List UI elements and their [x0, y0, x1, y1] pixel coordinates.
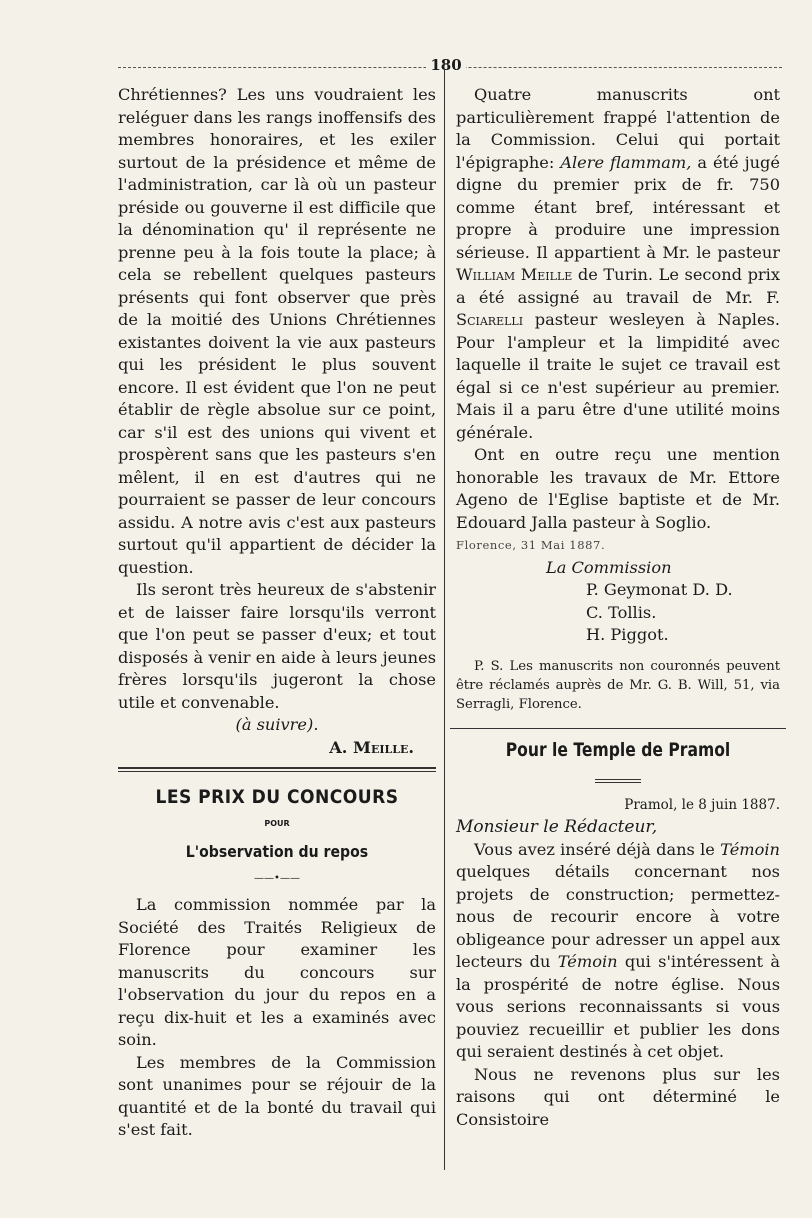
commission-label: La Commission [546, 557, 672, 577]
prize-text-d: pasteur wesleyen à Naples. Pour l'ampleur et la limpidité avec laquelle il traite le sujet ce travail est égal si ce n'est supérieur au premier. Mais il a paru être d'une utilité moins générale. [456, 310, 780, 442]
section-separator-thin [118, 771, 436, 772]
section-separator [118, 767, 436, 769]
right-column [456, 84, 780, 1131]
signatory-3: H. Piggot. [586, 625, 669, 644]
epigraph: Alere flammam, [560, 152, 692, 172]
article2-paragraph-1 [456, 839, 780, 1064]
continuation-paragraph-1: Chrétiennes? Les uns voudraient les reléguer dans les rangs inoffensifs des membres honoraires, et les exiler surtout de la présidence et même de l'administration, car là où un pasteur préside ou gouverne il est difficile que la dénomination qu' il représente ne prenne peu à la fois toute la place; à cela se rebellent quelques pasteurs présents qui font observer que près de la moitié des Unions Chrétiennes existantes doivent la vie aux pasteurs qui les président le plus souvent encore. Il est évident que l'on ne peut établir de règle absolue sur ce point, car s'il est des unions qui vivent et prospèrent sans que les pasteurs s'en mêlent, il en est d'autres qui ne pourraient se passer de leur concours assidu. A notre avis c'est aux pasteurs surtout qu'il appartient de décider la question. [118, 85, 436, 577]
prize-text-b: a été jugé digne du premier prix de fr. 750 comme étant bref, intéressant et propre à produire une impression sérieuse. Il appartient à Mr. le pasteur [456, 152, 780, 262]
left-column [118, 84, 436, 1142]
article-paragraph-2: Les membres de la Commission sont unanimes pour se réjouir de la quantité et de la bonté du travail qui s'est fait. [118, 1052, 436, 1139]
article2-text-a: Vous avez inséré déjà dans le [474, 839, 715, 859]
article-title-pour: POUR [264, 818, 290, 828]
article2-title: Pour le Temple de Pramol [505, 738, 731, 761]
column-divider [444, 70, 445, 1170]
dateline: Florence, 31 Mai 1887. [456, 538, 606, 552]
signatory-2: C. Tollis. [586, 602, 657, 622]
honorable-mention-paragraph: Ont en outre reçu une mention honorable les travaux de Mr. Ettore Ageno de l'Eglise baptiste et de Mr. Edouard Jalla pasteur à Soglio. [456, 445, 780, 532]
temoin-ref-1: Témoin [720, 839, 780, 859]
a-suivre: (à suivre). [235, 715, 319, 734]
article-subtitle: L'observation du repos [185, 842, 369, 861]
prize-text-c: de Turin. Le second prix a été assigné au travail de Mr. F. [456, 265, 780, 307]
ornament-double-dash [456, 767, 780, 790]
winner-2: Sciarelli [456, 310, 524, 329]
signatory-1: P. Geymonat D. D. [586, 580, 733, 599]
article2-text-c: qui s'intéressent à la prospérité de notre église. Nous vous serions reconnaissants si vous pouviez recueillir et publier les dons qui seraient destinés à cet objet. [456, 952, 780, 1061]
article2-text-b: quelques détails concernant nos projets de construction; permettez-nous de recourir encore à votre obligeance pour adresser un appel aux lecteurs du [456, 862, 780, 971]
article2-salutation: Monsieur le Rédacteur, [456, 817, 658, 837]
prize-paragraph [456, 84, 780, 444]
temoin-ref-2: Témoin [557, 952, 618, 971]
prize-text-a: Quatre manuscrits ont particulièrement frappé l'attention de la Commission. Celui qui portait l'épigraphe: [456, 85, 780, 172]
commission-signatures [546, 557, 780, 647]
ornament-dash: ——•—— [254, 872, 300, 884]
continuation-paragraph-2: Ils seront très heureux de s'abstenir et de laisser faire lorsqu'ils verront que l'on peut se passer d'eux; et tout disposés à venir en aide à leurs jeunes frères lorsqu'ils jugeront la chose utile et convenable. [118, 580, 436, 712]
article2-paragraph-2: Nous ne revenons plus sur les raisons qui ont déterminé le Consistoire [456, 1064, 780, 1129]
author-signature: A. Meille. [329, 737, 414, 757]
section-separator [450, 728, 786, 729]
page-number: 180 [426, 56, 466, 74]
winner-1: William Meille [456, 265, 573, 284]
postscript: P. S. Les manuscrits non couronnés peuvent être réclamés auprès de Mr. G. B. Will, 51, via Serragli, Florence. [456, 658, 780, 712]
article-paragraph-1: La commission nommée par la Société des Traités Religieux de Florence pour examiner les manuscrits du concours sur l'observation du jour du repos en a reçu dix-huit et les a examinés avec soin. [118, 895, 436, 1049]
article-title: LES PRIX DU CONCOURS [155, 786, 399, 808]
article2-date: Pramol, le 8 juin 1887. [624, 796, 780, 813]
